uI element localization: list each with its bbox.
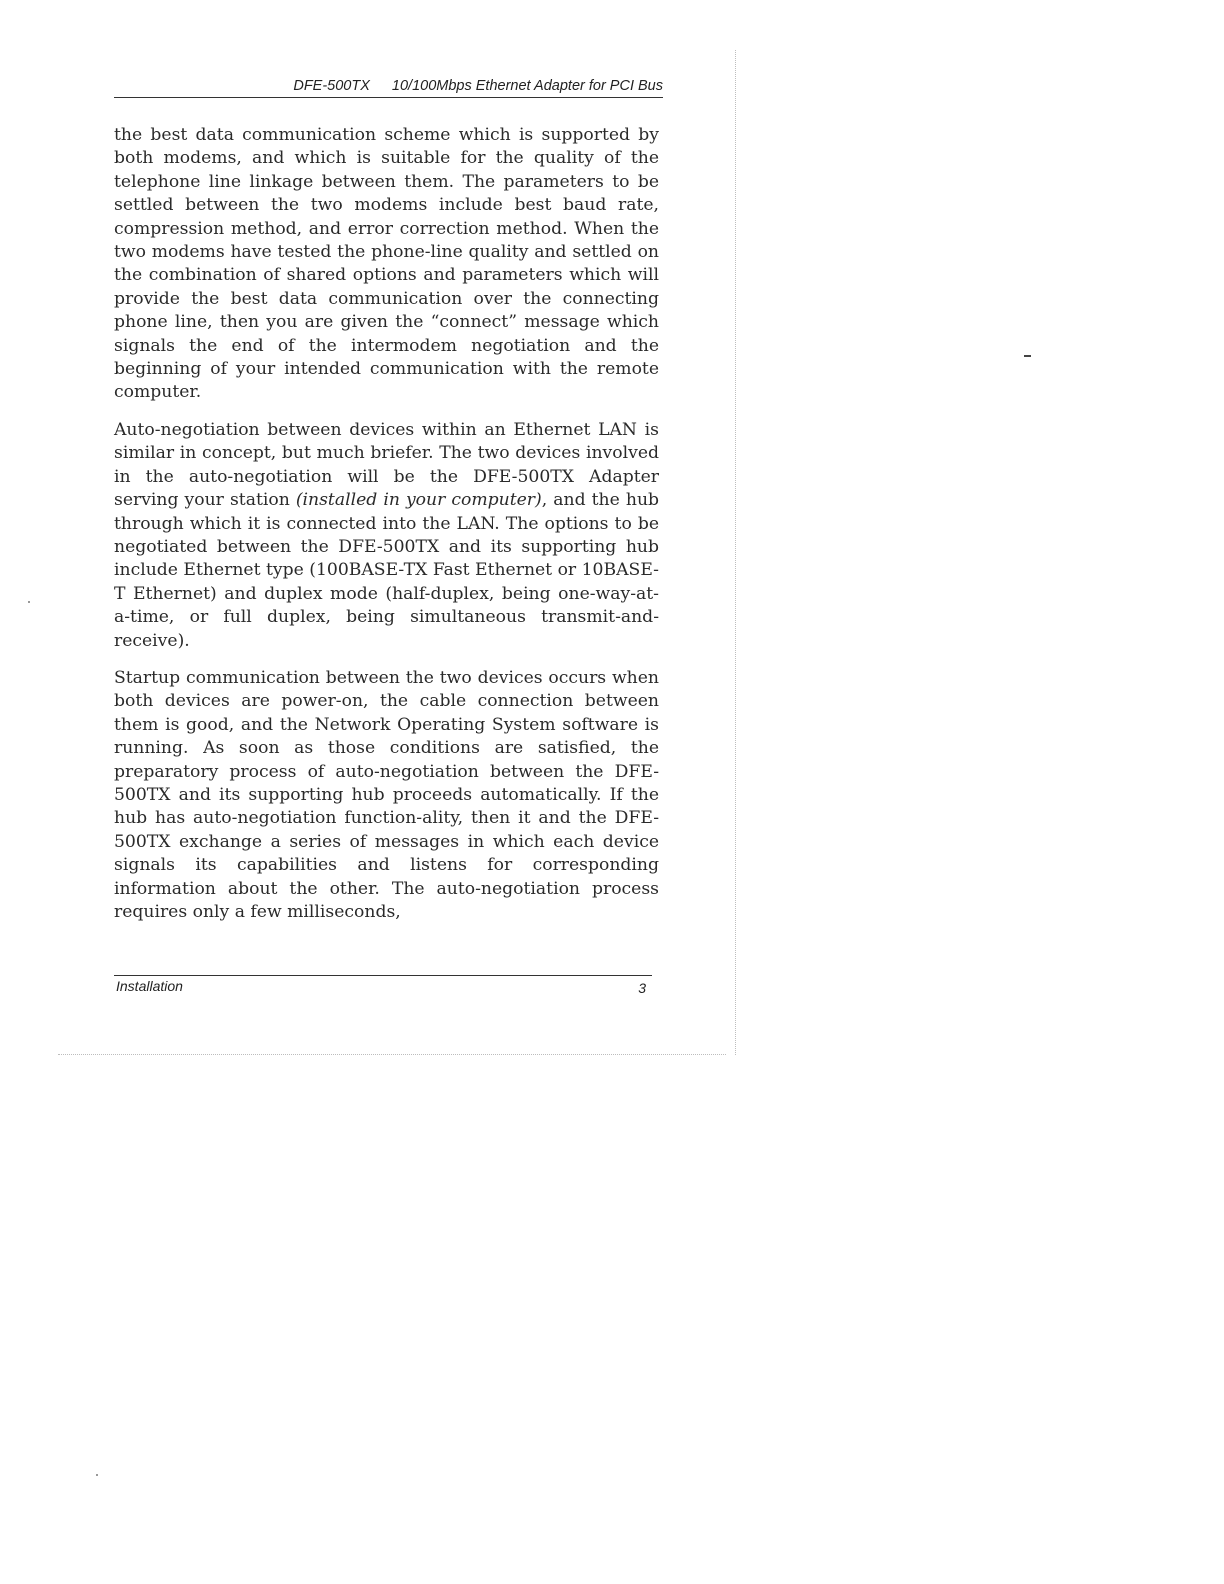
paragraph-2-italic: (installed in your computer)	[295, 490, 542, 511]
scan-speck	[28, 601, 30, 603]
footer-rule	[114, 975, 652, 976]
footer-page-number: 3	[638, 980, 646, 996]
scan-speck	[96, 1474, 98, 1476]
scan-edge-bottom	[58, 1054, 726, 1055]
body-text	[114, 124, 659, 938]
paragraph-2-text-after: , and the hub through which it is connected into the LAN. The options to be negotiated between the DFE-500TX and its supporting hub include Ethernet type (100BASE-TX Fast Ethernet or 10BASE-T Ethernet) and duplex mode (half-duplex, being one-way-at-a-time, or full duplex, being simultaneous transmit-and-receive).	[114, 490, 660, 651]
header-rule	[114, 97, 663, 98]
paragraph-modem-negotiation: the best data communication scheme which is supported by both modems, and which is suitable for the quality of the telephone line linkage between them. The parameters to be settled between the two modems include best baud rate, compression method, and error correction method. When the two modems have tested the phone-line quality and settled on the combination of shared options and parameters which will provide the best data communication over the connecting phone line, then you are given the “connect” message which signals the end of the intermodem negotiation and the beginning of your intended communication with the remote computer.	[114, 125, 659, 403]
paragraph-ethernet-autonegotiation	[114, 419, 659, 653]
scan-speck	[1024, 355, 1031, 357]
footer-section-label: Installation	[116, 978, 183, 994]
scan-edge-right	[735, 50, 736, 1055]
header-title: 10/100Mbps Ethernet Adapter for PCI Bus	[391, 78, 663, 94]
running-header	[114, 78, 663, 94]
header-model: DFE-500TX	[293, 78, 370, 94]
paragraph-2-text-before: Auto-negotiation between devices within an Ethernet LAN is similar in concept, but much briefer. The two devices involved in the auto-negotiation will be the DFE-500TX Adapter serving your station	[114, 419, 659, 511]
paragraph-startup-communication: Startup communication between the two devices occurs when both devices are power-on, the cable connection between them is good, and the Network Operating System software is running. As soon as those conditions are satisfied, the preparatory process of auto-negotiation between the DFE-500TX and its supporting hub proceeds automatically. If the hub has auto-negotiation function-ality, then it and the DFE-500TX exchange a series of messages in which each device signals its capabilities and listens for corresponding information about the other. The auto-negotiation process requires only a few milliseconds,	[114, 667, 659, 922]
